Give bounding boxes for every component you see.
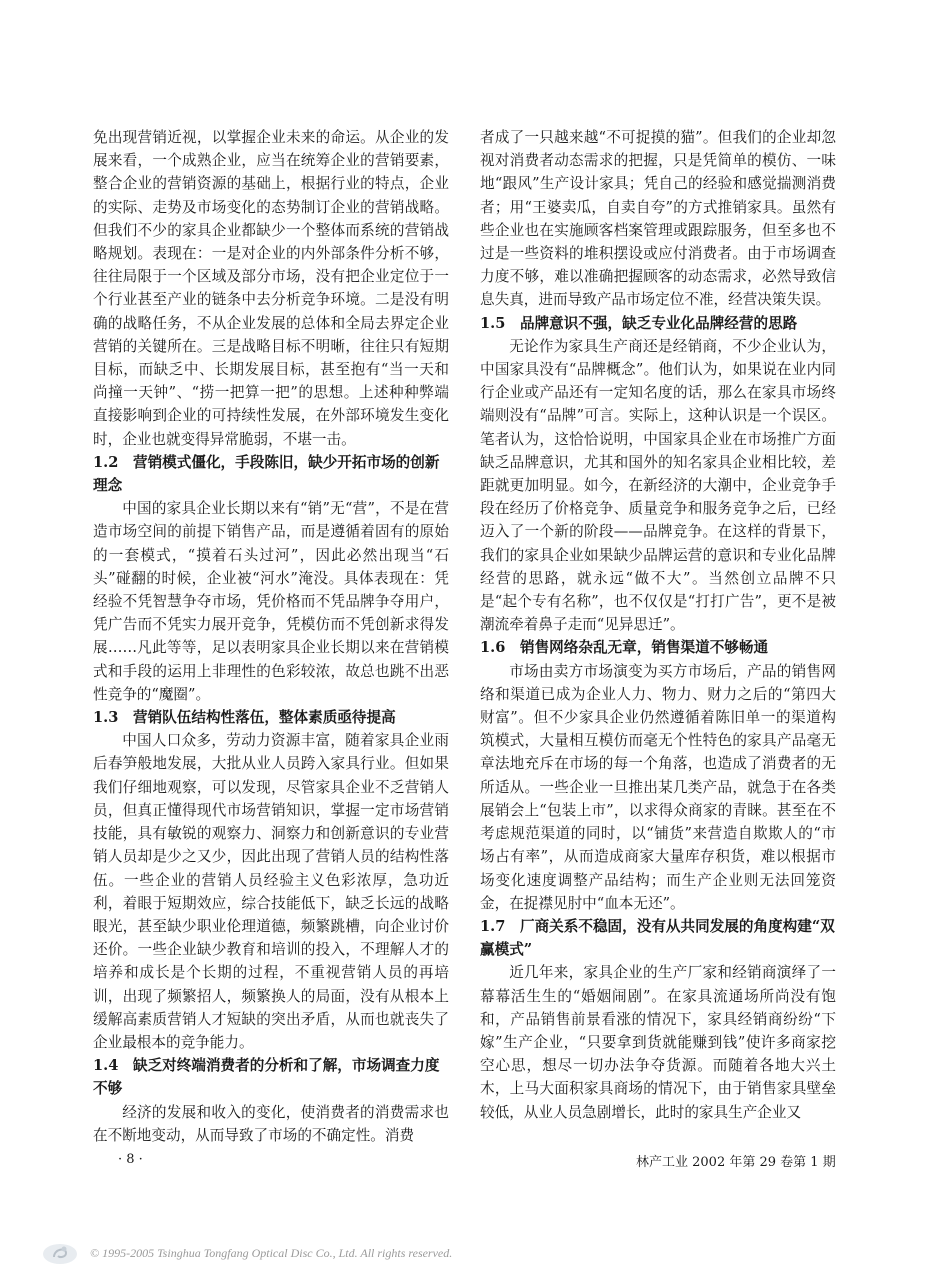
right-column: [480, 126, 836, 1124]
copyright-text: © 1995-2005 Tsinghua Tongfang Optical Disc Co., Ltd. All rights reserved.: [90, 1245, 453, 1260]
body-paragraph: 无论作为家具生产商还是经销商，不少企业认为，中国家具没有“品牌概念”。他们认为，如果说在业内同行企业或产品还有一定知名度的话，那么在家具市场终端则没有“品牌”可言。实际上，这种认识是一个误区。笔者认为，这恰恰说明，中国家具企业在市场推广方面缺乏品牌意识，尤其和国外的知名家具企业相比较，差距就更加明显。如今，在新经济的大潮中，企业竞争手段在经历了价格竞争、质量竞争和服务竞争之后，已经迈入了一个新的阶段——品牌竞争。在这样的背景下，我们的家具企业如果缺少品牌运营的意识和专业化品牌经营的思路，就永远“做不大”。当然创立品牌不只是“起个专有名称”，也不仅仅是“打打广告”，更不是被潮流牵着鼻子走而“见异思迁”。: [480, 337, 836, 634]
section-heading: 1.4 缺乏对终端消费者的分析和了解，市场调查力度不够: [93, 1057, 440, 1098]
section-heading: 1.7 厂商关系不稳固，没有从共同发展的角度构建“双赢模式”: [480, 917, 835, 959]
section-heading: 1.5 品牌意识不强，缺乏专业化品牌经营的思路: [480, 314, 798, 332]
body-paragraph: 经济的发展和收入的变化，使消费者的消费需求也在不断地变动，从而导致了市场的不确定性。消费: [93, 1103, 449, 1144]
section-heading: 1.2 营销模式僵化，手段陈旧，缺少开拓市场的创新理念: [93, 453, 440, 495]
journal-info: 林产工业 2002 年第 29 卷第 1 期: [636, 1155, 836, 1170]
left-column: [93, 126, 449, 1147]
body-paragraph: 市场由卖方市场演变为买方市场后，产品的销售网络和渠道已成为企业人力、物力、财力之后的“第四大财富”。但不少家具企业仍然遵循着陈旧单一的渠道构筑模式，大量相互模仿而毫无个性特色的家具产品毫无章法地充斥在市场的每一个角落，也造成了消费者的无所适从。一些企业一旦推出某几类产品，就急于在各类展销会上“包装上市”，以求得众商家的青睐。甚至在不考虑规范渠道的同时，以“铺货”来营造自欺欺人的“市场占有率”，从而造成商家大量库存积货，难以根据市场变化速度调整产品结构；而生产企业则无法回笼资金，在捉襟见肘中“血本无还”。: [480, 662, 836, 912]
page-number: · 8 ·: [118, 1152, 143, 1167]
copyright-footer: [40, 1236, 640, 1270]
body-paragraph: 中国人口众多，劳动力资源丰富，随着家具企业雨后春笋般地发展，大批从业人员跨入家具行业。但如果我们仔细地观察，可以发现，尽管家具企业不乏营销人员，但真正懂得现代市场营销知识，掌握一定市场营销技能，具有敏锐的观察力、洞察力和创新意识的专业营销人员却是少之又少，因此出现了营销人员的结构性落伍。一些企业的营销人员经验主义色彩浓厚，急功近利，着眼于短期效应，综合技能低下，缺乏长远的战略眼光，甚至缺少职业伦理道德，频繁跳槽，向企业讨价还价。一些企业缺少教育和培训的投入，不理解人才的培养和成长是个长期的过程，不重视营销人员的再培训，出现了频繁招人，频繁换人的局面，没有从根本上缓解高素质营销人才短缺的突出矛盾，从而也就丧失了企业最根本的竞争能力。: [93, 732, 449, 1051]
cnki-logo-icon: [40, 1239, 80, 1267]
body-paragraph: 近几年来，家具企业的生产厂家和经销商演绎了一幕幕活生生的“婚姻闹剧”。在家具流通场所尚没有饱和，产品销售前景看涨的情况下，家具经销商纷纷“下嫁”生产企业，“只要拿到货就能赚到钱”使许多商家挖空心思，想尽一切办法争夺货源。而随着各地大兴土木，上马大面积家具商场的情况下，由于销售家具壁垒较低，从业人员急剧增长，此时的家具生产企业又: [480, 964, 836, 1121]
body-paragraph: 免出现营销近视，以掌握企业未来的命运。从企业的发展来看，一个成熟企业，应当在统筹企业的营销要素，整合企业的营销资源的基础上，根据行业的特点，企业的实际、走势及市场变化的态势制订企业的营销战略。但我们不少的家具企业都缺少一个整体而系统的营销战略规划。表现在：一是对企业的内外部条件分析不够，往往局限于一个区域及部分市场，没有把企业定位于一个行业甚至产业的链条中去分析竞争环境。二是没有明确的战略任务，不从企业发展的总体和全局去界定企业营销的关键所在。三是战略目标不明晰，往往只有短期目标，而缺乏中、长期发展目标，甚至抱有“当一天和尚撞一天钟”、“捞一把算一把”的思想。上述种种弊端直接影响到企业的可持续性发展，在外部环境发生变化时，企业也就变得异常脆弱，不堪一击。: [93, 129, 449, 448]
section-heading: 1.3 营销队伍结构性落伍，整体素质亟待提高: [93, 709, 396, 727]
body-paragraph: 中国的家具企业长期以来有“销”无“营”，不是在营造市场空间的前提下销售产品，而是遵循着固有的原始的一套模式，“摸着石头过河”，因此必然出现当“石头”碰翻的时候，企业被“河水”淹没。具体表现在：凭经验不凭智慧争夺市场，凭价格而不凭品牌争夺用户，凭广告而不凭实力展开竞争，凭模仿而不凭创新求得发展……凡此等等，足以表明家具企业长期以来在营销模式和手段的运用上非理性的色彩较浓，故总也跳不出恶性竞争的“魔圈”。: [93, 500, 449, 703]
section-heading: 1.6 销售网络杂乱无章，销售渠道不够畅通: [480, 639, 769, 657]
body-paragraph: 者成了一只越来越“不可捉摸的猫”。但我们的企业却忽视对消费者动态需求的把握，只是凭简单的模仿、一味地“跟风”生产设计家具；凭自己的经验和感觉揣测消费者；用“王婆卖瓜，自卖自夸”的方式推销家具。虽然有些企业也在实施顾客档案管理或跟踪服务，但至多也不过是一些资料的堆积摆设或应付消费者。由于市场调查力度不够，难以准确把握顾客的动态需求，必然导致信息失真，进而导致产品市场定位不准，经营决策失误。: [480, 129, 836, 309]
